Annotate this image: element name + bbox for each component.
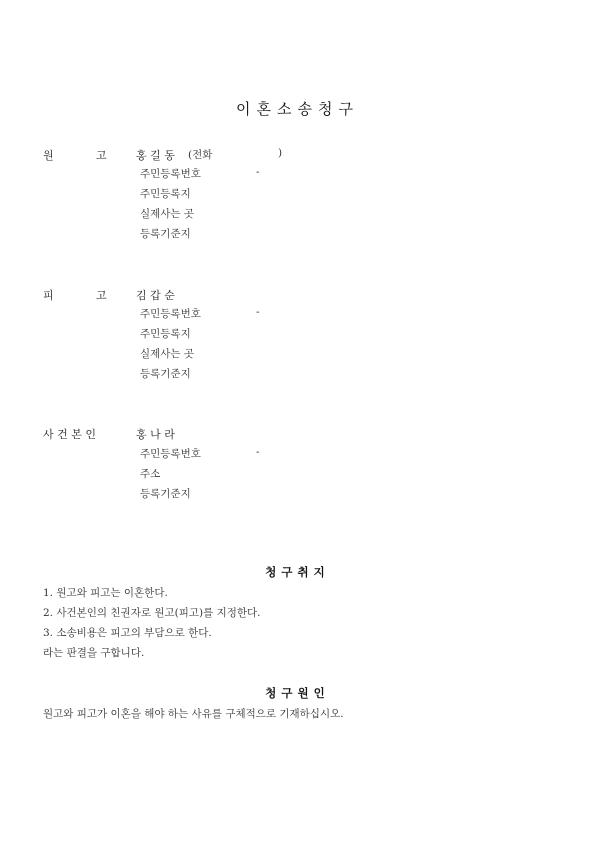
claim-purpose-item: 3. 소송비용은 피고의 부담으로 한다. — [43, 627, 212, 639]
claim-cause-heading: 청구원인 — [265, 686, 330, 700]
plaintiff-name: 홍 길 동 — [136, 149, 175, 162]
claim-purpose-closing: 라는 판결을 구합니다. — [43, 647, 145, 659]
principal-rrn-dash: - — [256, 446, 260, 458]
plaintiff-rrn-dash: - — [256, 166, 260, 178]
plaintiff-registry-label: 등록기준지 — [140, 228, 191, 240]
claim-purpose-heading: 청구취지 — [265, 565, 330, 579]
claim-cause-text: 원고와 피고가 이혼을 해야 하는 사유를 구체적으로 기재하십시오. — [43, 708, 344, 720]
principal-label: 사 건 본 인 — [43, 428, 96, 441]
principal-name: 홍 나 라 — [136, 428, 175, 441]
plaintiff-phone-open: (전화 — [188, 149, 213, 161]
plaintiff-address-label: 주민등록지 — [140, 188, 191, 200]
document-title: 이혼소송청구 — [236, 100, 359, 118]
plaintiff-rrn-label: 주민등록번호 — [140, 168, 201, 180]
defendant-registry-label: 등록기준지 — [140, 368, 191, 380]
plaintiff-residence-label: 실제사는 곳 — [140, 208, 195, 220]
claim-purpose-item: 1. 원고와 피고는 이혼한다. — [43, 587, 168, 599]
principal-rrn-label: 주민등록번호 — [140, 448, 201, 460]
plaintiff-label-char-1: 원 — [43, 149, 54, 162]
plaintiff-phone-close: ) — [278, 147, 283, 159]
principal-registry-label: 등록기준지 — [140, 488, 191, 500]
defendant-label-char-1: 피 — [43, 289, 54, 302]
principal-address-label: 주소 — [140, 468, 161, 480]
defendant-residence-label: 실제사는 곳 — [140, 348, 195, 360]
claim-purpose-item: 2. 사건본인의 친권자로 원고(피고)를 지정한다. — [43, 607, 261, 619]
defendant-name: 김 갑 순 — [136, 289, 175, 302]
defendant-address-label: 주민등록지 — [140, 328, 191, 340]
defendant-rrn-label: 주민등록번호 — [140, 308, 201, 320]
defendant-label-char-2: 고 — [96, 289, 107, 302]
defendant-rrn-dash: - — [256, 306, 260, 318]
plaintiff-label-char-2: 고 — [96, 149, 107, 162]
